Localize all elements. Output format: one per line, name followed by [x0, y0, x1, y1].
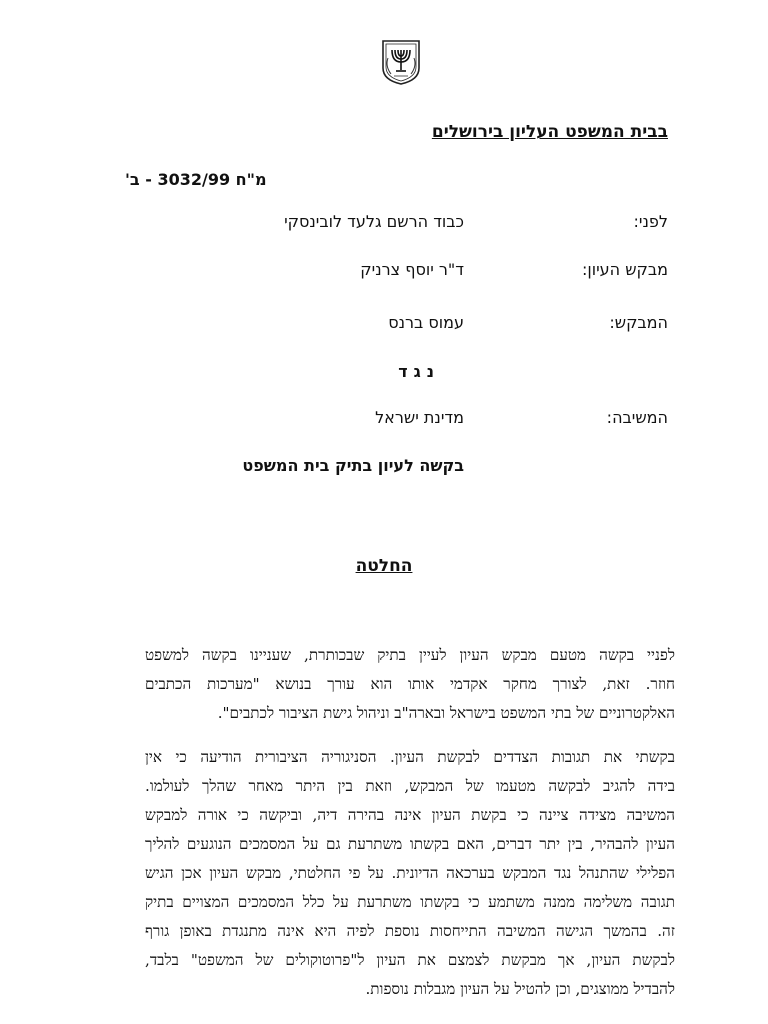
paragraph-line: לפניי בקשה מטעם מבקש העיון לעיין בתיק שבכותרת, שעניינו בקשה למשפט — [145, 646, 675, 664]
paragraph-line: האלקטרוניים של בתי המשפט בישראל ובארה"ב וניהול גישת הציבור לכתבים". — [217, 704, 675, 722]
paragraph-line: המשיבה מצידה ציינה כי בקשת העיון אינה בהירה דיה, וביקשה כי אורה למבקש — [145, 806, 675, 824]
paragraph-line: לבקשת העיון, אך מבקשת לצמצם את העיון ל"פרוטוקולים של המשפט" בלבד, — [145, 951, 675, 969]
decision-title-text: החלטה — [355, 556, 413, 576]
decision-heading — [0, 556, 768, 576]
party-row-before — [0, 212, 768, 238]
request-subject: בקשה לעיון בתיק בית המשפט — [242, 456, 464, 475]
party-label: המבקש: — [609, 313, 668, 332]
paragraph-line: בקשתי את תגובות הצדדים לבקשת העיון. הסניגוריה הציבורית הודיעה כי אין — [145, 748, 675, 766]
paragraph-line: העיון להבהיר, בין יתר דברים, האם בקשתו משתרעת גם על המסמכים הנוגעים להליך — [145, 835, 675, 853]
party-value: עמוס ברנס — [388, 313, 464, 332]
paragraph-line: בידה להגיב לבקשה מטעמו של המבקש, וזאת בין היתר מאחר שהלך לעולמו. — [145, 777, 675, 795]
party-value: ד"ר יוסף צרניק — [360, 260, 464, 279]
party-row-respondent — [0, 408, 768, 434]
court-name: בבית המשפט העליון בירושלים — [431, 122, 668, 142]
party-label: המשיבה: — [606, 408, 668, 427]
party-row-inspection-applicant — [0, 260, 768, 286]
paragraph-line: להבדיל ממוצגים, וכן להטיל על העיון מגבלות נוספות. — [365, 980, 675, 998]
paragraph-line: חוזר. זאת, לצורך מחקר אקדמי אותו הוא עורך בנושא "מערכות הכתבים — [145, 675, 675, 693]
paragraph-line: זה. בהמשך הגישה המשיבה התייחסות נוספת לפיה היא אינה מתנגדת באופן גורף — [145, 922, 675, 940]
party-label: לפני: — [633, 212, 668, 231]
paragraph-line: הפלילי שהתנהל נגד המבקש בערכאה הדיונית. על פי החלטתי, מבקש העיון אכן הגיש — [145, 864, 675, 882]
paragraph-2 — [145, 743, 675, 1004]
party-value: כבוד הרשם גלעד לובינסקי — [284, 212, 464, 231]
party-row-applicant — [0, 313, 768, 339]
party-value: מדינת ישראל — [375, 408, 464, 427]
menorah-emblem-icon — [377, 38, 425, 86]
case-number: מ"ח 3032/99 - ב' — [125, 170, 267, 189]
against-label: נגד — [398, 362, 440, 381]
paragraph-line: תגובה משלימה ממנה משתמע כי בקשתו משתרעת על כלל המסמכים המצויים בתיק — [145, 893, 675, 911]
party-label: מבקש העיון: — [581, 260, 668, 279]
paragraph-1 — [145, 641, 675, 728]
